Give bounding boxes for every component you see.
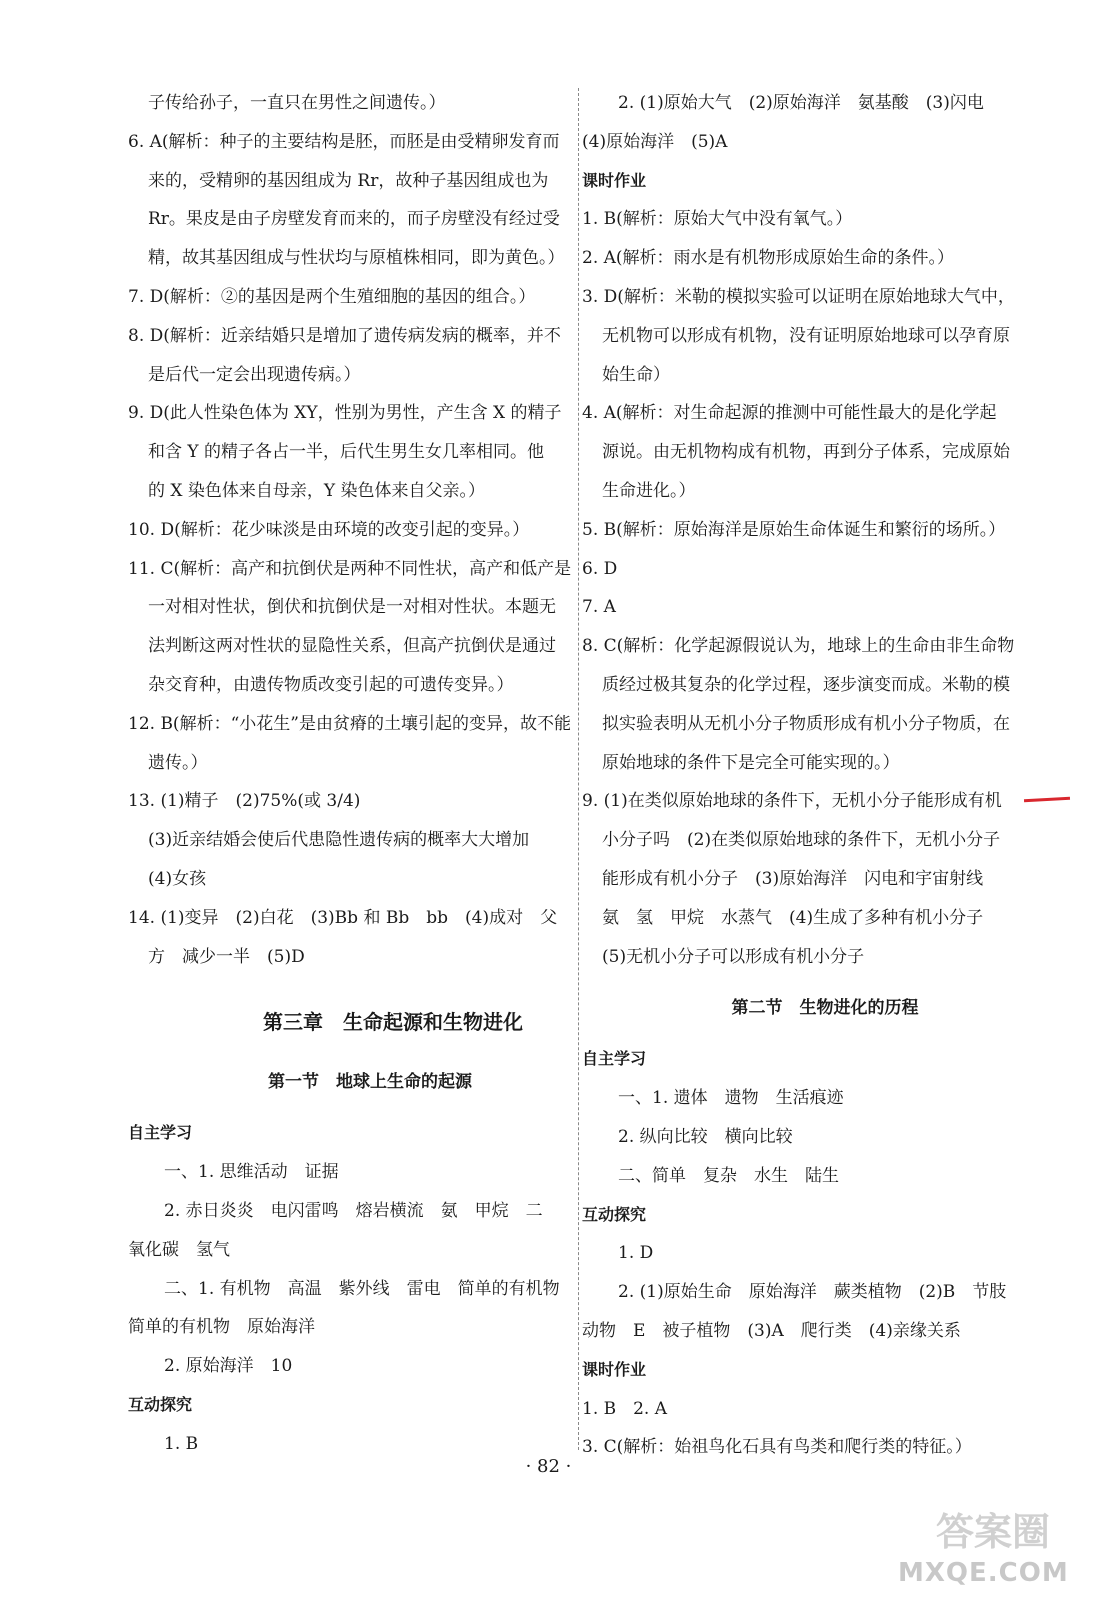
answer-line: 3. C(解析：始祖鸟化石具有鸟类和爬行类的特征。）	[582, 1437, 972, 1458]
answer-line: 1. B 2. A	[582, 1398, 668, 1419]
answer-line: 8. C(解析：化学起源假说认为，地球上的生命由非生命物	[582, 636, 1015, 657]
answer-line: (5)无机小分子可以形成有机小分子	[602, 946, 865, 967]
section-title: 第二节 生物进化的历程	[731, 998, 919, 1019]
answer-line: 10. D(解析：花少味淡是由环境的改变引起的变异。）	[128, 519, 530, 540]
answer-line: 12. B(解析：“小花生”是由贫瘠的土壤引起的变异，故不能	[128, 713, 571, 734]
answer-line: 的 X 染色体来自母亲，Y 染色体来自父亲。）	[148, 480, 486, 501]
answer-line: 拟实验表明从无机小分子物质形成有机小分子物质，在	[602, 713, 1010, 734]
answer-line: 精，故其基因组成与性状均与原植株相同，即为黄色。）	[148, 248, 565, 269]
answer-line: 简单的有机物 原始海洋	[128, 1317, 315, 1338]
spacer	[582, 976, 1028, 988]
answer-line: 和含 Y 的精子各占一半，后代生男生女几率相同。他	[148, 442, 545, 463]
spacer	[582, 1028, 1028, 1040]
answer-line: 11. C(解析：高产和抗倒伏是两种不同性状，高产和低产是	[128, 558, 572, 579]
answer-line: 小分子吗 (2)在类似原始地球的条件下，无机小分子	[602, 830, 1001, 851]
heading-self-study: 自主学习	[582, 1049, 647, 1069]
answer-line: 子传给孙子，一直只在男性之间遗传。）	[148, 93, 446, 113]
answer-line: Rr。果皮是由子房壁发育而来的，而子房壁没有经过受	[148, 209, 560, 230]
answer-line: 7. D(解析：②的基因是两个生殖细胞的基因的组合。）	[128, 286, 536, 307]
answer-line: 生命进化。）	[602, 480, 696, 501]
column-divider	[578, 88, 579, 1450]
answer-line: 2. A(解析：雨水是有机物形成原始生命的条件。）	[582, 248, 955, 269]
answer-line: 14. (1)变异 (2)白花 (3)Bb 和 Bb bb (4)成对 父	[128, 907, 558, 928]
answer-line: 1. B	[164, 1433, 199, 1454]
answer-line: 2. 赤日炎炎 电闪雷鸣 熔岩横流 氨 甲烷 二	[164, 1200, 543, 1221]
spacer	[128, 1102, 572, 1114]
answer-line: (4)女孩	[148, 868, 207, 889]
heading-homework: 课时作业	[582, 1359, 647, 1379]
heading-interactive: 互动探究	[128, 1394, 193, 1414]
answer-line: 4. A(解析：对生命起源的推测中可能性最大的是化学起	[582, 403, 997, 424]
answer-line: 1. B(解析：原始大气中没有氧气。）	[582, 209, 853, 230]
answer-line: (3)近亲结婚会使后代患隐性遗传病的概率大大增加	[148, 830, 530, 851]
heading-homework: 课时作业	[582, 170, 647, 190]
section-title: 第一节 地球上生命的起源	[268, 1072, 472, 1093]
answer-line: 一对相对性状，倒伏和抗倒伏是一对相对性状。本题无	[148, 597, 556, 618]
heading-interactive: 互动探究	[582, 1204, 647, 1224]
spacer	[128, 1050, 572, 1062]
answer-line: 5. B(解析：原始海洋是原始生命体诞生和繁衍的场所。）	[582, 519, 1006, 540]
site-watermark	[898, 1508, 1088, 1592]
answer-line: 方 减少一半 (5)D	[148, 946, 305, 967]
answer-line: 2. (1)原始生命 原始海洋 蕨类植物 (2)B 节肢	[618, 1282, 1007, 1303]
watermark-site-text: MXQE.COM	[898, 1558, 1069, 1588]
answer-line: 一、1. 遗体 遗物 生活痕迹	[618, 1088, 844, 1109]
right-column	[582, 84, 1028, 1467]
left-column	[128, 84, 572, 1464]
answer-line: 氨 氢 甲烷 水蒸气 (4)生成了多种有机小分子	[602, 907, 984, 928]
answer-line: 二、简单 复杂 水生 陆生	[618, 1165, 839, 1186]
answer-line: 2. 原始海洋 10	[164, 1356, 293, 1377]
answer-line: 3. D(解析：米勒的模拟实验可以证明在原始地球大气中，	[582, 286, 1015, 307]
watermark-logo: 答案圈	[935, 1510, 1050, 1554]
answer-line: 无机物可以形成有机物，没有证明原始地球可以孕育原	[602, 325, 1010, 346]
page-number: · 82 ·	[525, 1456, 572, 1477]
answer-line: 质经过极其复杂的化学过程，逐步演变而成。米勒的模	[602, 674, 1010, 695]
spacer	[128, 976, 572, 994]
answer-line: 氧化碳 氢气	[128, 1239, 230, 1260]
answer-line: (4)原始海洋 (5)A	[582, 131, 728, 152]
answer-line: 8. D(解析：近亲结婚只是增加了遗传病发病的概率，并不	[128, 325, 561, 346]
answer-line: 13. (1)精子 (2)75%(或 3/4)	[128, 791, 361, 812]
answer-line: 9. D(此人性染色体为 XY，性别为男性，产生含 X 的精子	[128, 403, 562, 424]
answer-line: 2. (1)原始大气 (2)原始海洋 氨基酸 (3)闪电	[618, 93, 984, 113]
answer-line: 是后代一定会出现遗传病。）	[148, 364, 361, 385]
answer-line: 2. 纵向比较 横向比较	[618, 1126, 793, 1147]
answer-line: 6. A(解析：种子的主要结构是胚，而胚是由受精卵发育而	[128, 131, 560, 152]
answer-line: 源说。由无机物构成有机物，再到分子体系，完成原始	[602, 442, 1010, 463]
answer-line: 杂交育种，由遗传物质改变引起的可遗传变异。）	[148, 674, 514, 695]
answer-line: 7. A	[582, 597, 616, 618]
answer-line: 一、1. 思维活动 证据	[164, 1162, 339, 1183]
answer-line: 法判断这两对性状的显隐性关系，但高产抗倒伏是通过	[148, 636, 556, 657]
answer-line: 来的，受精卵的基因组成为 Rr，故种子基因组成也为	[148, 170, 549, 191]
heading-self-study: 自主学习	[128, 1123, 193, 1143]
answer-line: 二、1. 有机物 高温 紫外线 雷电 简单的有机物	[164, 1278, 560, 1299]
answer-line: 动物 E 被子植物 (3)A 爬行类 (4)亲缘关系	[582, 1320, 961, 1341]
answer-line: 9. (1)在类似原始地球的条件下，无机小分子能形成有机	[582, 791, 1002, 812]
red-annotation-mark	[1024, 797, 1070, 802]
answer-line: 始生命）	[602, 364, 670, 385]
chapter-title: 第三章 生命起源和生物进化	[263, 1010, 523, 1035]
answer-line: 1. D	[618, 1243, 654, 1264]
answer-line: 原始地球的条件下是完全可能实现的。）	[602, 752, 900, 773]
answer-line: 6. D	[582, 558, 618, 579]
answer-line: 能形成有机小分子 (3)原始海洋 闪电和宇宙射线	[602, 868, 984, 889]
answer-line: 遗传。）	[148, 752, 208, 773]
